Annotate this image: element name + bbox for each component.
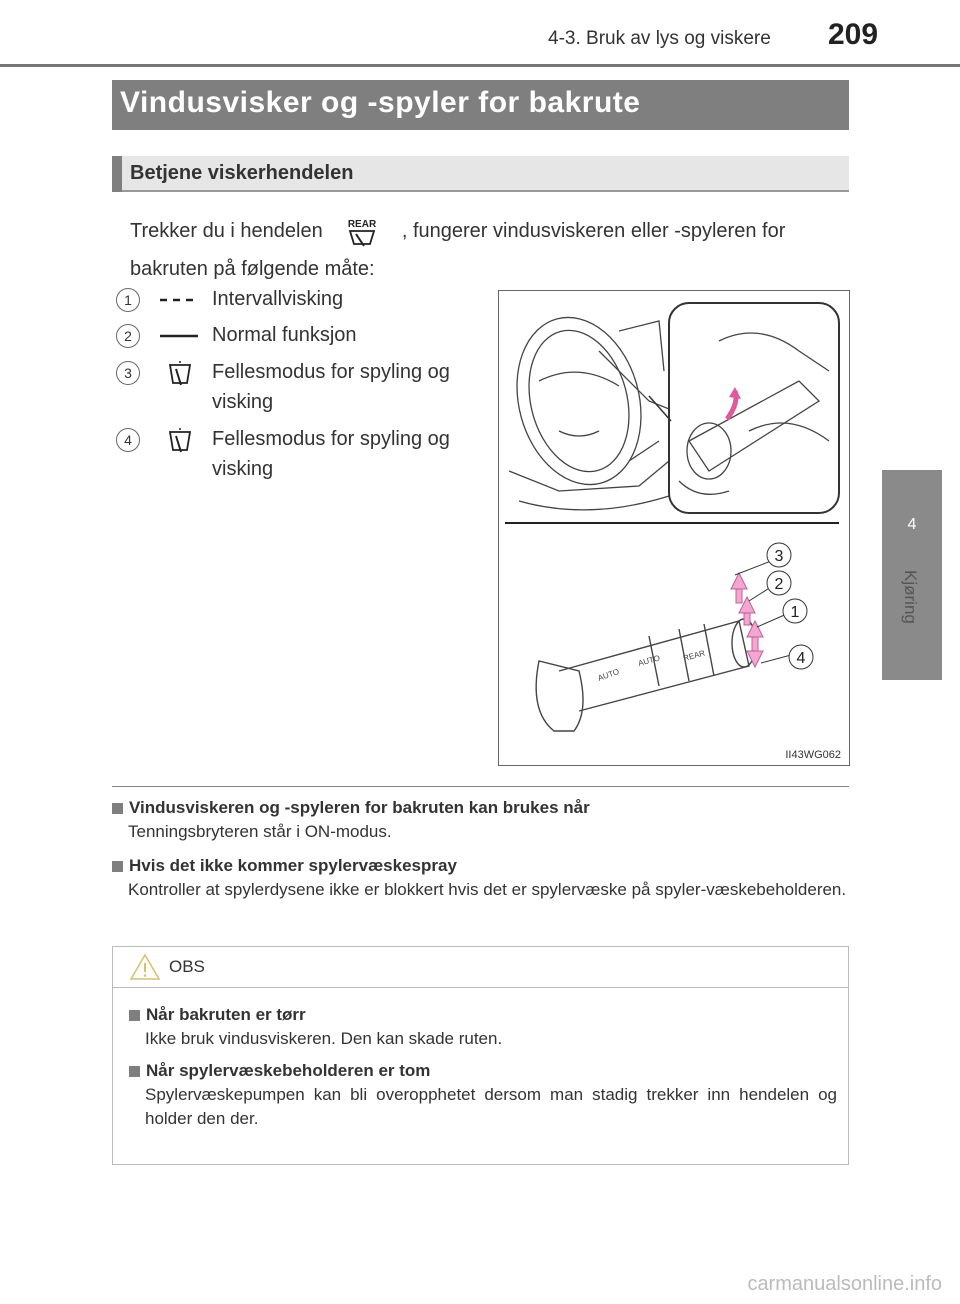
mode-text-3: Fellesmodus for spyling og visking: [212, 361, 450, 413]
obs-label: OBS: [169, 957, 205, 976]
figure-code: II43WG062: [785, 749, 841, 761]
note-2: [112, 854, 849, 902]
subheading-bar: [112, 156, 849, 192]
bullet-square-icon: [129, 1066, 140, 1077]
page-number: 209: [828, 18, 879, 51]
obs-text-2: Spylervæskepumpen kan bli overopphetet dersom man stadig trekker inn hendelen og holder den der.: [145, 1085, 837, 1128]
obs-header: [113, 947, 848, 988]
mode-item-2: [112, 320, 492, 350]
note-heading-1: Vindusviskeren og -spyleren for bakruten kan brukes når: [112, 796, 849, 820]
bullet-square-icon: [129, 1010, 140, 1021]
obs-heading-2: Når spylervæskebeholderen er tom: [129, 1059, 837, 1083]
obs-heading-1: Når bakruten er tørr: [129, 1003, 837, 1027]
callout-3: 3: [774, 548, 784, 565]
section-title-banner: [112, 80, 849, 130]
mode-text-2: Normal funksjon: [212, 324, 357, 346]
mode-item-3: [112, 357, 492, 419]
dashed-line-icon: [156, 286, 202, 314]
chapter-number: 4: [907, 516, 917, 533]
washer-wiper-icon: [156, 426, 202, 454]
rear-icon-label: REAR: [348, 218, 377, 230]
warning-triangle-icon: [129, 953, 161, 981]
mode-number-4: 4: [116, 428, 140, 452]
chapter-label-container: [882, 540, 942, 700]
illustration-svg: [499, 291, 849, 765]
stalk-label-2: AUTO: [637, 653, 661, 668]
obs-text-1: Ikke bruk vindusviskeren. Den kan skade ruten.: [145, 1029, 503, 1048]
note-body-1: Tenningsbryteren står i ON-modus.: [128, 822, 392, 841]
section-title: Vindusvisker og -spyler for bakrute: [120, 86, 641, 119]
running-header-section: 4-3. Bruk av lys og viskere: [548, 28, 771, 49]
mode-number-3: 3: [116, 361, 140, 385]
mode-text-1: Intervallvisking: [212, 288, 344, 310]
stalk-label-1: AUTO: [596, 666, 621, 683]
mode-text-4: Fellesmodus for spyling og visking: [212, 428, 450, 480]
subheading-text: Betjene viskerhendelen: [130, 162, 354, 184]
chapter-label: Kjøring: [901, 570, 920, 624]
mode-item-4: [112, 424, 492, 486]
watermark: carmanualsonline.info: [747, 1273, 942, 1295]
note-heading-2: Hvis det ikke kommer spylervæskespray: [112, 854, 849, 878]
stalk-label-3: REAR: [682, 648, 706, 663]
bullet-square-icon: [112, 803, 123, 814]
rear-wiper-icon: [342, 217, 382, 247]
solid-line-icon: [156, 322, 202, 350]
intro-before: Trekker du i hendelen: [130, 220, 323, 242]
callout-1: 1: [790, 604, 800, 621]
callout-4: 4: [796, 650, 806, 667]
wiper-lever-illustration: [498, 290, 850, 766]
callout-2: 2: [774, 576, 784, 593]
obs-body: [129, 1003, 837, 1139]
notes-separator: [112, 786, 849, 787]
header-rule: [0, 64, 960, 67]
washer-wiper-icon: [156, 359, 202, 387]
note-1: [112, 796, 849, 844]
bullet-square-icon: [112, 861, 123, 872]
note-body-2: Kontroller at spylerdysene ikke er blokkert hvis det er spylervæske på spyler-væskebeholderen.: [128, 880, 847, 899]
intro-paragraph: [130, 212, 850, 288]
mode-item-1: [112, 284, 492, 314]
mode-number-1: 1: [116, 288, 140, 312]
obs-caution-box: [112, 946, 849, 1165]
mode-number-2: 2: [116, 324, 140, 348]
intro-after: , fungerer vindusviskeren eller -spyleren for bakruten på følgende måte:: [130, 220, 786, 280]
subheading-accent: [112, 156, 122, 192]
